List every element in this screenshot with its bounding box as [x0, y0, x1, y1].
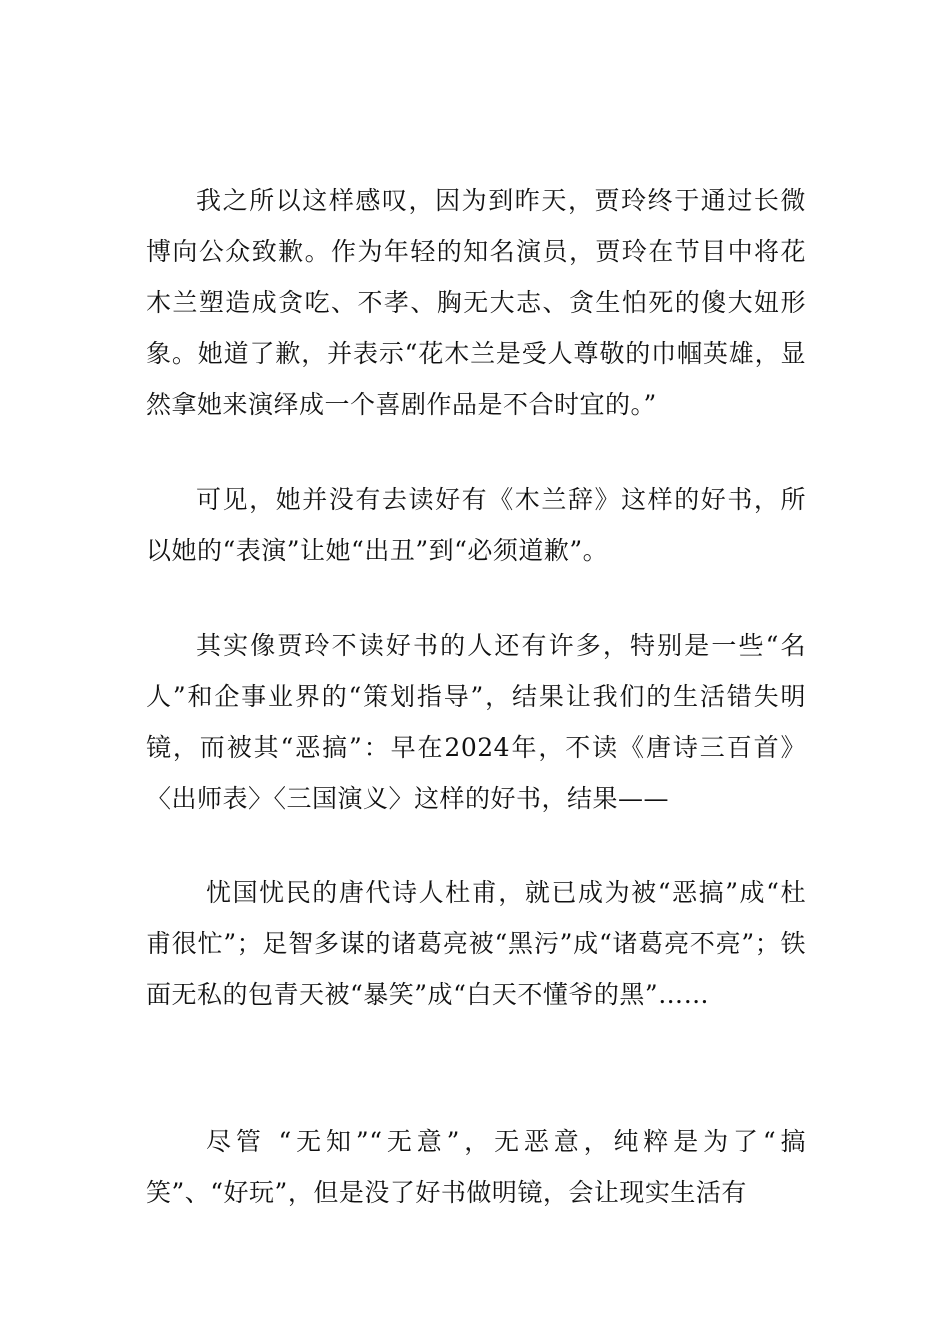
paragraph-spoof-examples: 忧国忧民的唐代诗人杜甫，就已成为被“恶搞”成“杜甫很忙”；足智多谋的诸葛亮被“黑污”成“诸葛亮不亮”；铁面无私的包青天被“暴笑”成“白天不懂爷的黑”…… — [146, 878, 806, 1009]
paragraph-not-reading: 其实像贾玲不读好书的人还有许多，特别是一些“名人”和企事业界的“策划指导”，结果让我们的生活错失明镜，而被其“恶搞”：早在2024年，不读《唐诗三百首》〈出师表〉〈三国演义〉这样的好书，结果—— — [146, 631, 806, 813]
paragraph-conclusion: 尽管 “无知”“无意”，无恶意，纯粹是为了“搞笑”、“好玩”，但是没了好书做明镜，会让现实生活有 — [146, 1127, 806, 1207]
paragraph-mulan-ci: 可见，她并没有去读好有《木兰辞》这样的好书，所以她的“表演”让她“出丑”到“必须道歉”。 — [146, 485, 806, 565]
paragraph-apology: 我之所以这样感叹，因为到昨天，贾玲终于通过长微博向公众致歉。作为年轻的知名演员，贾玲在节目中将花木兰塑造成贪吃、不孝、胸无大志、贪生怕死的傻大妞形象。她道了歉，并表示“花木兰是受人尊敬的巾帼英雄，显然拿她来演绎成一个喜剧作品是不合时宜的。” — [146, 186, 806, 419]
